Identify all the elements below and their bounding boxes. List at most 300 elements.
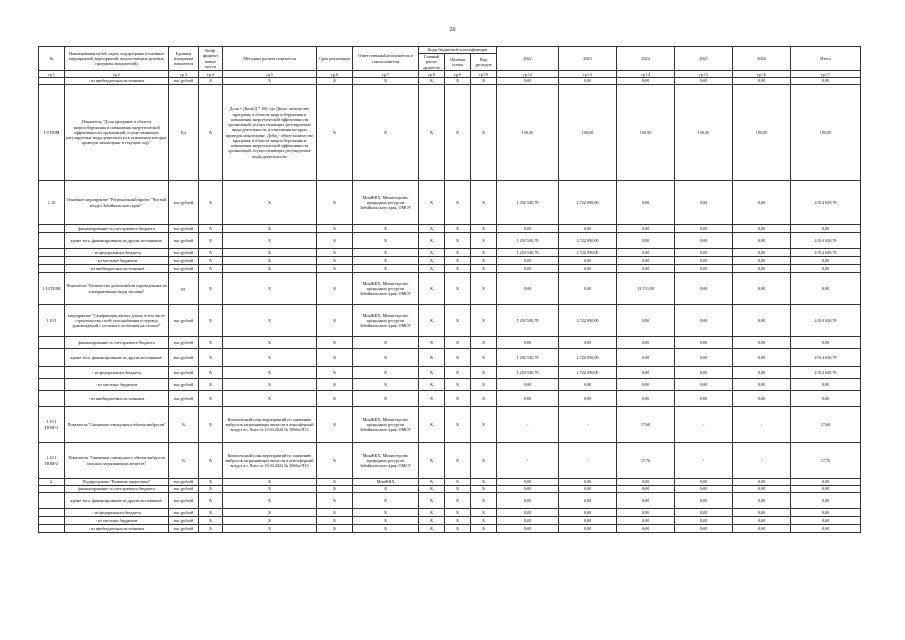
table-cell: 0,00: [733, 265, 791, 273]
table-cell: МинЖКХ, Министерство природных ресурсов Забайкальского края, ОМСУ: [353, 181, 419, 225]
table-cell: 0,00: [675, 305, 733, 337]
table-cell: Х: [223, 337, 317, 349]
table-cell: 2.: [39, 479, 65, 486]
table-cell: 0,00: [791, 525, 861, 533]
table-cell: Х: [445, 525, 471, 533]
table-cell: Х: [199, 249, 223, 257]
table-cell: Х: [353, 349, 419, 367]
header-unit: Единица измерения показателя: [169, 47, 199, 71]
table-cell: Х: [445, 493, 471, 509]
table-cell: [39, 379, 65, 391]
column-numbers-row: [39, 71, 861, 78]
table-cell: Х: [419, 379, 445, 391]
table-cell: Х: [353, 257, 419, 265]
table-cell: 0,00: [617, 257, 675, 265]
table-cell: 17,60: [617, 407, 675, 443]
table-cell: 0,00: [733, 367, 791, 379]
table-cell: [39, 367, 65, 379]
table-cell: Х: [419, 509, 445, 517]
table-row: [39, 78, 861, 85]
table-cell: Х: [353, 391, 419, 407]
table-cell: 0,00: [733, 391, 791, 407]
table-cell: Х: [471, 265, 497, 273]
table-cell: Х: [317, 78, 353, 85]
table-cell: тыс.рублей: [169, 391, 199, 407]
table-cell: 0,00: [791, 225, 861, 233]
table-cell: Х: [199, 479, 223, 486]
table-cell: Х: [419, 181, 445, 225]
table-cell: тыс.рублей: [169, 486, 199, 493]
table-cell: тыс.рублей: [169, 233, 199, 249]
table-cell: 1.10: [39, 181, 65, 225]
table-cell: Показатель "Снижение совокупного объема выбросов опасных загрязняющих веществ": [65, 443, 169, 479]
table-cell: тыс.рублей: [169, 305, 199, 337]
table-cell: Показатель "Доля программ, в области энергосбережения и повышения энергетической эффективности организаций, осуществляющих регулируемые виды деятельности в отношении которых проведен мониторинг в текущем году": [65, 85, 169, 181]
table-cell: Х: [353, 509, 419, 517]
table-cell: тыс.рублей: [169, 249, 199, 257]
table-cell: %: [169, 443, 199, 479]
table-cell: Х: [353, 265, 419, 273]
table-cell: Х: [419, 517, 445, 525]
table-cell: Х: [199, 379, 223, 391]
table-cell: 0,00: [675, 525, 733, 533]
table-cell: Х: [199, 443, 223, 479]
table-cell: Х: [471, 443, 497, 479]
table-cell: тыс.рублей: [169, 479, 199, 486]
table-cell: 0,00: [791, 273, 861, 305]
table-cell: тыс.рублей: [169, 225, 199, 233]
table-cell: 2 722 090,00: [559, 305, 617, 337]
column-number-cell: гр.14: [617, 71, 675, 78]
table-cell: Х: [471, 85, 497, 181]
table-cell: 1 292 540,78: [497, 305, 559, 337]
table-cell: 0,00: [733, 305, 791, 337]
table-cell: Х: [317, 509, 353, 517]
header-method: Методика расчета показателя: [223, 47, 317, 71]
table-cell: 0,00: [497, 517, 559, 525]
table-cell: [39, 233, 65, 249]
table-cell: 100,00: [617, 85, 675, 181]
table-cell: - из внебюджетных источников: [65, 391, 169, 407]
table-cell: 0,00: [733, 181, 791, 225]
table-row: [39, 407, 861, 443]
table-cell: Х: [419, 486, 445, 493]
header-budget-codes: Коды бюджетной классификации: [419, 47, 497, 54]
table-row: [39, 249, 861, 257]
table-cell: кроме того, финансирование из других источников:: [65, 233, 169, 249]
header-term: Срок реализации: [317, 47, 353, 71]
column-number-cell: гр.13: [559, 71, 617, 78]
table-cell: тыс.рублей: [169, 349, 199, 367]
table-cell: Х: [223, 367, 317, 379]
table-cell: 4 014 630,78: [791, 305, 861, 337]
table-cell: Х: [353, 249, 419, 257]
table-cell: Х: [419, 85, 445, 181]
table-cell: Ед: [169, 85, 199, 181]
table-cell: 0,00: [559, 257, 617, 265]
table-cell: 0,00: [559, 391, 617, 407]
table-cell: 0,00: [497, 479, 559, 486]
table-cell: тыс.рублей: [169, 493, 199, 509]
table-cell: 0,00: [791, 265, 861, 273]
table-cell: Х: [317, 367, 353, 379]
table-row: [39, 349, 861, 367]
table-cell: 0,00: [733, 225, 791, 233]
table-cell: Х: [419, 305, 445, 337]
table-cell: 0,00: [497, 265, 559, 273]
header-2022: 2022: [497, 47, 559, 71]
column-number-cell: гр.16: [733, 71, 791, 78]
table-cell: 0,00: [617, 265, 675, 273]
table-row: [39, 265, 861, 273]
table-cell: Х: [445, 249, 471, 257]
table-cell: кроме того, финансирование из других источников:: [65, 493, 169, 509]
table-cell: 0,00: [791, 257, 861, 265]
table-cell: Х: [317, 379, 353, 391]
table-cell: Х: [471, 78, 497, 85]
table-cell: Х: [353, 525, 419, 533]
table-cell: Х: [419, 78, 445, 85]
table-cell: 0,00: [791, 379, 861, 391]
table-cell: Х: [471, 273, 497, 305]
table-cell: 0,00: [733, 486, 791, 493]
table-cell: 0,00: [617, 337, 675, 349]
table-cell: 2 722 090,00: [559, 181, 617, 225]
table-cell: Х: [471, 493, 497, 509]
table-cell: Х: [353, 379, 419, 391]
header-2024: 2024: [617, 47, 675, 71]
table-cell: МинЖКХ, Министерство природных ресурсов Забайкальского края, ОМСУ: [353, 407, 419, 443]
table-cell: Доля = Дмон/Д * 100, где Дмон - количество программ, в области энергосбережения и повышения энергетической эффективности организаций, осуществляющих регулируемые виды деятельности, в отношении которых проведен мониторинг; Добщ - общее количество программ, в области энергосбережения и повышения энергетической эффективности организаций, осуществляющих регулируемые виды деятельности: [223, 85, 317, 181]
table-cell: Х: [353, 517, 419, 525]
table-cell: 1.10 ПОМ: [39, 273, 65, 305]
table-cell: МинЖКХ, Министерство природных ресурсов Забайкальского края, ОМСУ: [353, 443, 419, 479]
table-cell: -: [497, 407, 559, 443]
table-cell: Х: [471, 249, 497, 257]
table-cell: [39, 517, 65, 525]
table-cell: Х: [199, 78, 223, 85]
table-cell: 100,00: [733, 85, 791, 181]
table-cell: Основное мероприятие "Региональный проект "Чистый воздух Забайкальского края"": [65, 181, 169, 225]
table-body: [39, 78, 861, 533]
column-number-cell: гр.7: [353, 71, 419, 78]
table-cell: 0,00: [675, 337, 733, 349]
table-cell: Х: [199, 85, 223, 181]
table-cell: Х: [317, 486, 353, 493]
table-cell: тыс.рублей: [169, 181, 199, 225]
table-cell: 0,00: [617, 379, 675, 391]
table-cell: Х: [471, 525, 497, 533]
table-cell: Х: [353, 493, 419, 509]
table-cell: Х: [223, 525, 317, 533]
table-cell: Х: [353, 233, 419, 249]
table-row: [39, 379, 861, 391]
table-cell: Х: [317, 391, 353, 407]
table-cell: 0,00: [733, 509, 791, 517]
table-cell: 0,00: [617, 349, 675, 367]
table-cell: 100,00: [675, 85, 733, 181]
table-cell: Х: [445, 379, 471, 391]
table-cell: 100,00: [791, 85, 861, 181]
table-cell: кроме того, финансирование из других источников:: [65, 349, 169, 367]
table-cell: 0,00: [617, 479, 675, 486]
table-cell: 1.10.1 ПОМ-2: [39, 443, 65, 479]
table-cell: Х: [199, 305, 223, 337]
table-cell: 0,00: [497, 379, 559, 391]
table-cell: Х: [317, 349, 353, 367]
table-cell: тыс.рублей: [169, 337, 199, 349]
table-cell: Х: [445, 391, 471, 407]
table-cell: 0,00: [733, 257, 791, 265]
table-cell: - из внебюджетных источников: [65, 265, 169, 273]
table-row: [39, 525, 861, 533]
table-cell: Х: [199, 391, 223, 407]
table-cell: 0,00: [675, 379, 733, 391]
table-cell: Х: [353, 367, 419, 379]
table-cell: финансирование за счет краевого бюджета: [65, 225, 169, 233]
table-cell: 0,00: [675, 78, 733, 85]
table-cell: Х: [419, 257, 445, 265]
table-cell: Х: [419, 337, 445, 349]
table-cell: %: [169, 407, 199, 443]
table-cell: Х: [199, 265, 223, 273]
header-target: Целевая статья: [445, 54, 471, 71]
table-cell: Х: [317, 257, 353, 265]
table-cell: Х: [419, 349, 445, 367]
table-cell: [39, 265, 65, 273]
table-cell: -: [733, 407, 791, 443]
table-cell: Показатель "Количество домохозяйств переведенных на альтернативные виды топлива": [65, 273, 169, 305]
table-cell: 0,00: [733, 273, 791, 305]
table-cell: Х: [317, 249, 353, 257]
table-cell: 100,00: [497, 85, 559, 181]
column-number-cell: гр.8: [419, 71, 445, 78]
table-cell: Х: [317, 225, 353, 233]
table-row: [39, 305, 861, 337]
header-name: Наименования целей, задач, подпрограмм (основных мероприятий, мероприятий, ведомственных целевых программ, показателей): [65, 47, 169, 71]
table-cell: - из местных бюджетов: [65, 257, 169, 265]
table-cell: Х: [471, 486, 497, 493]
header-responsible: Ответственный исполнитель и соисполнители: [353, 47, 419, 71]
table-cell: Х: [445, 273, 471, 305]
table-cell: 0,00: [733, 337, 791, 349]
column-number-cell: гр.1: [39, 71, 65, 78]
table-cell: Х: [445, 225, 471, 233]
table-cell: 1 292 540,78: [497, 181, 559, 225]
table-cell: Х: [223, 233, 317, 249]
table-cell: 0,00: [675, 265, 733, 273]
table-cell: Х: [223, 181, 317, 225]
table-cell: Х: [199, 273, 223, 305]
table-cell: 2 722 090,00: [559, 249, 617, 257]
table-cell: 0,00: [791, 517, 861, 525]
table-cell: 0,00: [497, 337, 559, 349]
table-cell: 0,00: [733, 349, 791, 367]
table-cell: 0,00: [617, 305, 675, 337]
table-cell: 0,00: [675, 225, 733, 233]
table-cell: Х: [445, 305, 471, 337]
table-cell: 0,00: [675, 349, 733, 367]
table-cell: 0,00: [559, 493, 617, 509]
table-cell: [39, 486, 65, 493]
table-cell: Х: [317, 337, 353, 349]
table-row: [39, 391, 861, 407]
table-cell: Х: [199, 517, 223, 525]
table-cell: тыс.рублей: [169, 379, 199, 391]
table-cell: Х: [223, 265, 317, 273]
table-cell: 0,00: [733, 233, 791, 249]
table-cell: Х: [445, 367, 471, 379]
table-cell: Х: [317, 517, 353, 525]
table-cell: 0,00: [497, 509, 559, 517]
table-cell: 0,00: [791, 479, 861, 486]
table-cell: финансирование за счет краевого бюджета: [65, 486, 169, 493]
table-cell: Х: [445, 233, 471, 249]
table-cell: 0,00: [675, 273, 733, 305]
table-cell: 0,00: [559, 525, 617, 533]
table-cell: Х: [317, 407, 353, 443]
table-cell: тыс.рублей: [169, 367, 199, 379]
header-coef: Коэф-фициент значи-мости: [199, 47, 223, 71]
table-cell: Х: [317, 479, 353, 486]
table-cell: Х: [317, 273, 353, 305]
table-cell: Х: [353, 78, 419, 85]
table-cell: [39, 525, 65, 533]
table-cell: Х: [471, 305, 497, 337]
header-2023: 2023: [559, 47, 617, 71]
table-cell: Х: [419, 233, 445, 249]
column-number-cell: гр.15: [675, 71, 733, 78]
table-cell: Х: [445, 181, 471, 225]
table-cell: Х: [471, 337, 497, 349]
table-cell: МинЖКХ: [353, 479, 419, 486]
table-cell: Подпрограмма "Развитие энергетики": [65, 479, 169, 486]
table-cell: Х: [199, 525, 223, 533]
table-cell: 0,00: [617, 78, 675, 85]
table-cell: 0,00: [559, 337, 617, 349]
table-cell: 0,00: [733, 525, 791, 533]
table-cell: Х: [445, 517, 471, 525]
table-cell: - из местных бюджетов: [65, 379, 169, 391]
table-cell: Х: [317, 85, 353, 181]
table-cell: Х: [199, 233, 223, 249]
table-cell: 0,00: [497, 486, 559, 493]
table-row: [39, 225, 861, 233]
header-2025: 2025: [675, 47, 733, 71]
table-cell: Х: [317, 443, 353, 479]
table-cell: Х: [445, 509, 471, 517]
table-cell: 2 722 090,00: [559, 233, 617, 249]
table-cell: Х: [223, 305, 317, 337]
table-cell: 0,00: [559, 225, 617, 233]
table-header: [39, 47, 861, 78]
table-row: [39, 493, 861, 509]
column-number-cell: гр.17: [791, 71, 861, 78]
table-cell: -: [497, 443, 559, 479]
table-cell: Х: [199, 486, 223, 493]
table-cell: Х: [419, 265, 445, 273]
header-2026: 2026: [733, 47, 791, 71]
table-cell: 0,00: [497, 525, 559, 533]
table-cell: 13 153,00: [617, 273, 675, 305]
table-cell: Х: [419, 391, 445, 407]
table-cell: 0,00: [733, 379, 791, 391]
table-cell: 0,00: [559, 379, 617, 391]
table-cell: финансирование за счет краевого бюджета: [65, 337, 169, 349]
table-cell: Х: [223, 391, 317, 407]
table-cell: Х: [419, 407, 445, 443]
table-cell: Х: [199, 493, 223, 509]
table-cell: - из местных бюджетов: [65, 517, 169, 525]
column-number-cell: гр.12: [497, 71, 559, 78]
table-cell: Х: [223, 517, 317, 525]
table-cell: 4 014 630,78: [791, 181, 861, 225]
table-cell: Х: [471, 379, 497, 391]
table-cell: Х: [445, 486, 471, 493]
table-cell: Х: [471, 367, 497, 379]
table-cell: 0,00: [791, 391, 861, 407]
table-cell: [39, 249, 65, 257]
column-number-cell: гр.5: [223, 71, 317, 78]
table-cell: 0,00: [791, 509, 861, 517]
table-cell: Х: [317, 525, 353, 533]
table-cell: 0,00: [617, 233, 675, 249]
table-cell: 0,00: [617, 391, 675, 407]
table-cell: Х: [223, 273, 317, 305]
table-cell: -: [675, 407, 733, 443]
table-cell: Х: [353, 337, 419, 349]
table-row: [39, 337, 861, 349]
table-cell: 0,00: [617, 509, 675, 517]
table-cell: Х: [471, 233, 497, 249]
table-cell: Х: [445, 349, 471, 367]
table-cell: тыс.рублей: [169, 78, 199, 85]
table-cell: Х: [317, 493, 353, 509]
table-cell: 1.10.1: [39, 305, 65, 337]
table-cell: 4 014 630,78: [791, 249, 861, 257]
table-cell: - из федерального бюджета: [65, 367, 169, 379]
table-cell: 0,00: [559, 273, 617, 305]
table-cell: Комплексный план мероприятий по снижению выбросов загрязняющих веществ в атмосферный воздух в г. Чите от 19.04.2022 № 3966п-П13: [223, 407, 317, 443]
table-cell: 0,00: [497, 225, 559, 233]
table-cell: Х: [353, 225, 419, 233]
table-cell: Х: [445, 265, 471, 273]
page-number: 26: [449, 27, 456, 33]
table-cell: Х: [419, 479, 445, 486]
table-cell: Х: [223, 225, 317, 233]
table-cell: тыс.рублей: [169, 257, 199, 265]
table-cell: Х: [419, 273, 445, 305]
table-cell: 0,00: [497, 273, 559, 305]
table-cell: Х: [223, 249, 317, 257]
table-cell: [39, 78, 65, 85]
table-cell: [39, 493, 65, 509]
table-cell: Показатель "Снижение совокупного объема выбросов": [65, 407, 169, 443]
table-cell: Х: [445, 337, 471, 349]
table-cell: Х: [419, 225, 445, 233]
table-cell: 0,00: [791, 493, 861, 509]
table-cell: 17,76: [617, 443, 675, 479]
table-cell: 1 292 540,78: [497, 233, 559, 249]
table-cell: тыс.рублей: [169, 265, 199, 273]
header-expense: Вид расходов: [471, 54, 497, 71]
table-cell: 0,00: [559, 517, 617, 525]
table-cell: Х: [445, 443, 471, 479]
table-row: [39, 367, 861, 379]
table-cell: 0,00: [733, 493, 791, 509]
table-cell: 1 292 540,78: [497, 367, 559, 379]
table-cell: - из внебюджетных источников: [65, 525, 169, 533]
